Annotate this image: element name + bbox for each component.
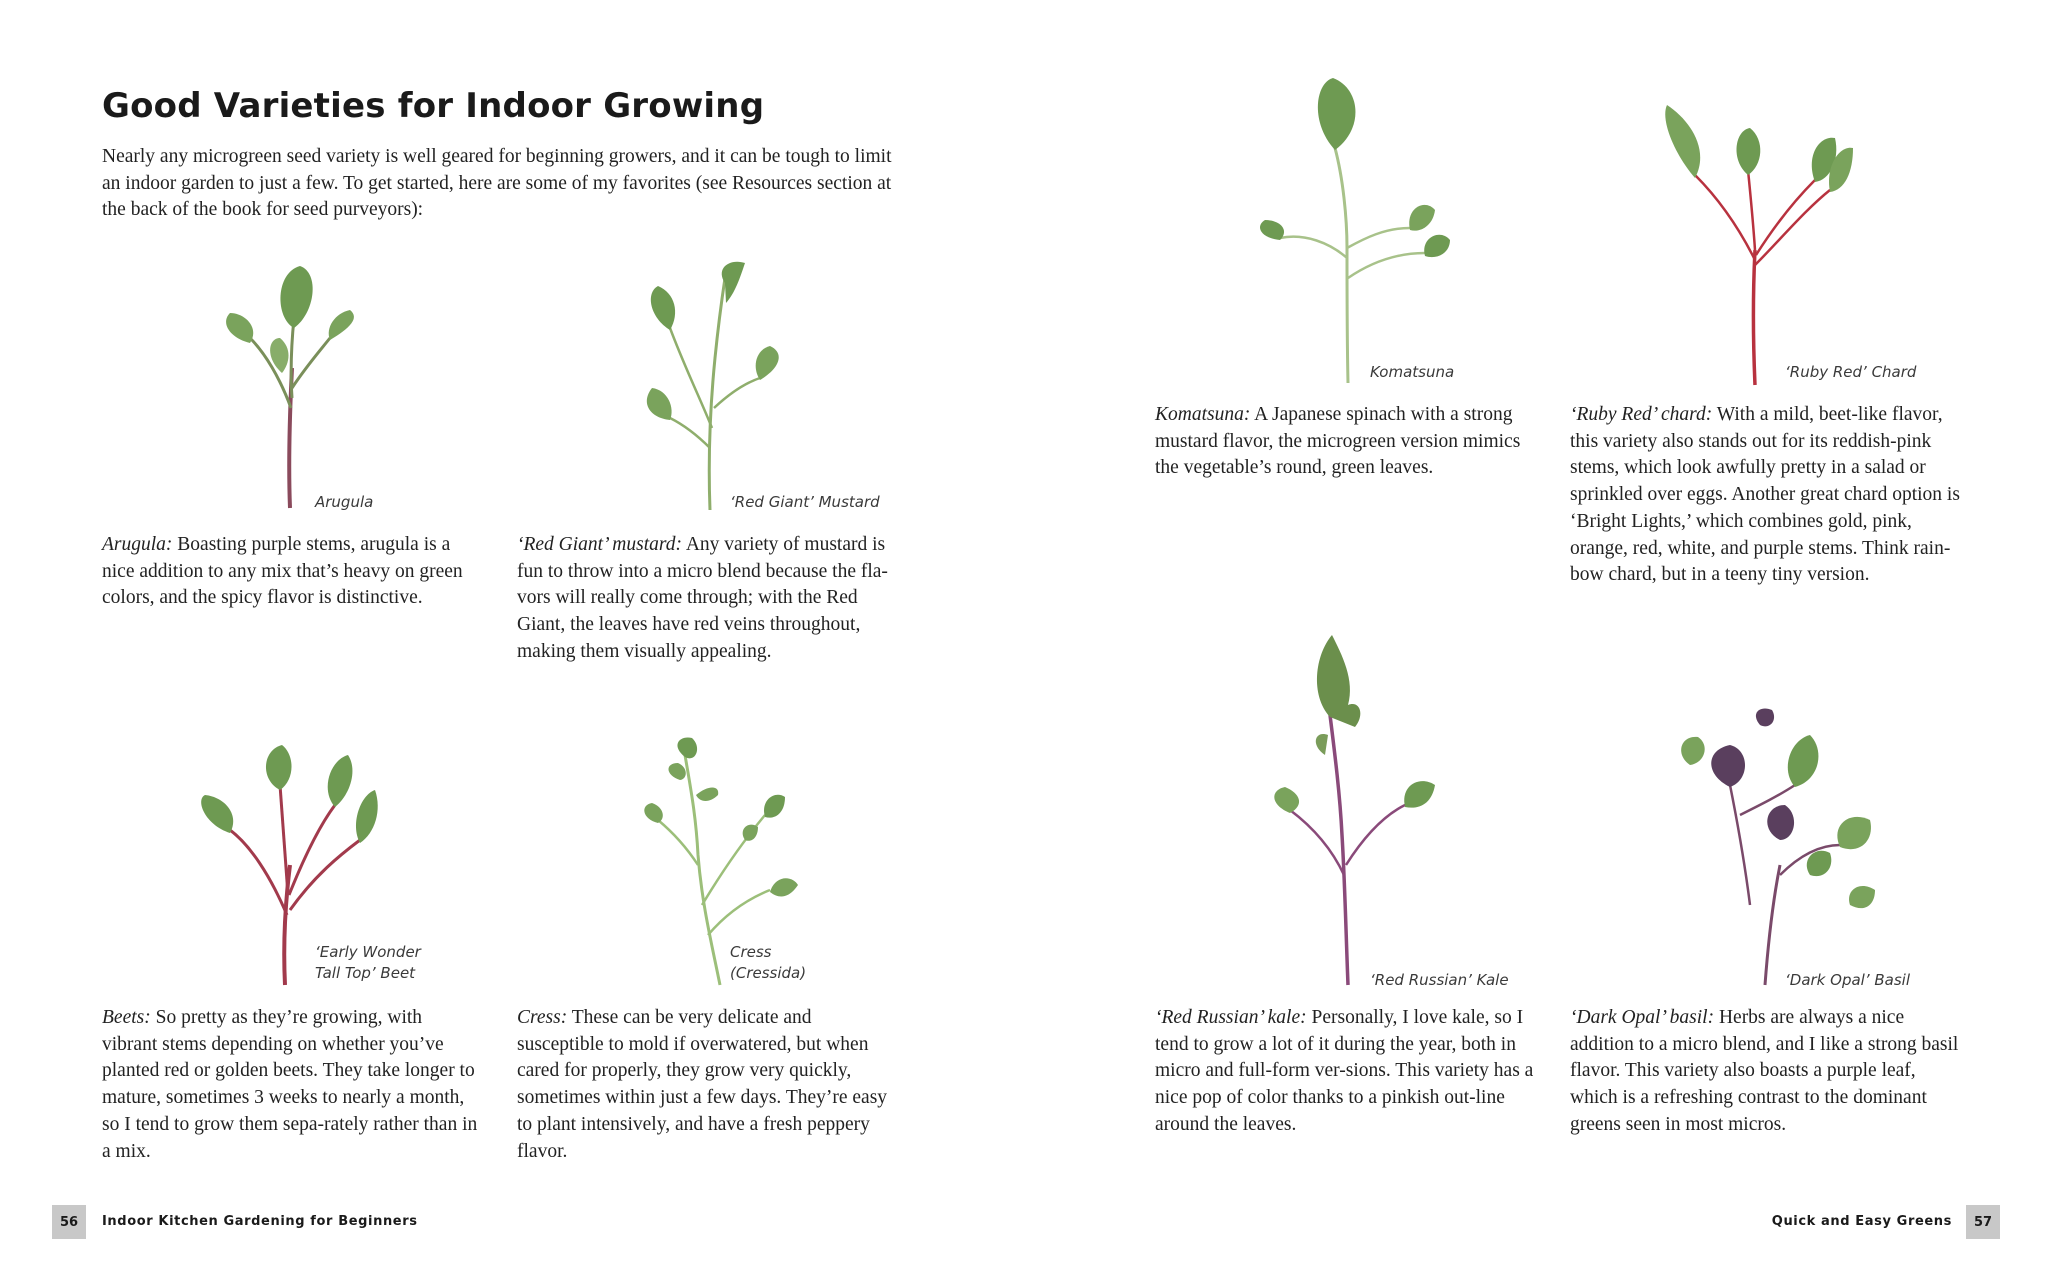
red-russian-kale-term: ‘Red Russian’ kale: [1155,1007,1307,1028]
arugula-term: Arugula: [102,534,173,555]
ruby-red-chard-caption: ‘Ruby Red’ Chard [1785,363,1917,381]
dark-opal-basil-caption: ‘Dark Opal’ Basil [1785,971,1910,989]
left-page-number: 56 [52,1205,86,1239]
red-giant-mustard-caption: ‘Red Giant’ Mustard [730,493,880,511]
ruby-red-chard-description: ‘Ruby Red’ chard: With a mild, beet-like flavor, this variety also stands out for its reddish-pink stems, which look awfully pretty in a salad or sprinkled over eggs. Another great chard option is ‘Bright Lights,’ which combines gold, pink, orange, red, white, and purple stems. Think rain-bow chard, but in a teeny tiny version. [1570,404,1960,586]
beet-description: Beets: So pretty as they’re growing, with vibrant stems depending on whether you’ve planted red or golden beets. They take longer to mature, sometimes 3 weeks to nearly a month, so I tend to grow them sepa-rately rather than in a mix. [102,1007,478,1162]
intro-paragraph: Nearly any microgreen seed variety is well geared for beginning growers, and it can be tough to limit an indoor garden to just a few. To get started, here are some of my favorites (see Resources section at the back of the book for seed purveyors): [102,146,892,221]
komatsuna-illustration [1255,78,1455,388]
red-russian-kale-caption: ‘Red Russian’ Kale [1370,971,1509,989]
dark-opal-basil-illustration [1670,705,1880,990]
red-russian-kale-illustration [1270,635,1450,990]
beet-caption: ‘Early Wonder Tall Top’ Beet [315,943,421,982]
red-giant-mustard-term: ‘Red Giant’ mustard: [517,534,683,555]
dark-opal-basil-description: ‘Dark Opal’ basil: Herbs are always a nice addition to a micro blend, and I like a strong basil flavor. This variety also boasts a purple leaf, which is a refreshing contrast to the dominant greens seen in most micros. [1570,1007,1959,1135]
red-russian-kale-description: ‘Red Russian’ kale: Personally, I love kale, so I tend to grow a lot of it during the year, both in micro and full-form ver-sions. This variety has a nice pop of color thanks to a pinkish out-line around the leaves. [1155,1007,1534,1135]
arugula-description: Arugula: Boasting purple stems, arugula is a nice addition to any mix that’s heavy on green colors, and the spicy flavor is distinctive. [102,534,463,609]
arugula-illustration [220,258,360,513]
ruby-red-chard-term: ‘Ruby Red’ chard: [1570,404,1713,425]
red-giant-mustard-illustration [630,258,790,513]
beet-term: Beets: [102,1007,151,1028]
cress-term: Cress: [517,1007,568,1028]
page-title: Good Varieties for Indoor Growing [102,86,765,126]
komatsuna-description: Komatsuna: A Japanese spinach with a strong mustard flavor, the microgreen version mimics the vegetable’s round, green leaves. [1155,404,1521,479]
right-running-title: Quick and Easy Greens [1771,1214,1952,1229]
cress-caption: Cress (Cressida) [730,943,807,982]
ruby-red-chard-illustration [1655,100,1855,390]
right-page-number: 57 [1966,1205,2000,1239]
arugula-caption: Arugula [315,493,374,511]
dark-opal-basil-term: ‘Dark Opal’ basil: [1570,1007,1715,1028]
red-giant-mustard-description: ‘Red Giant’ mustard: Any variety of mustard is fun to throw into a micro blend because the fla-vors will really come through; with the Red Giant, the leaves have red veins throughout, making them visually appealing. [517,534,888,662]
komatsuna-term: Komatsuna: [1155,404,1251,425]
left-running-title: Indoor Kitchen Gardening for Beginners [102,1214,418,1229]
komatsuna-caption: Komatsuna [1370,363,1455,381]
cress-description: Cress: These can be very delicate and susceptible to mold if overwatered, but when cared for properly, they grow very quickly, sometimes within just a few days. They’re easy to plant intensively, and have a fresh peppery flavor. [517,1007,888,1162]
